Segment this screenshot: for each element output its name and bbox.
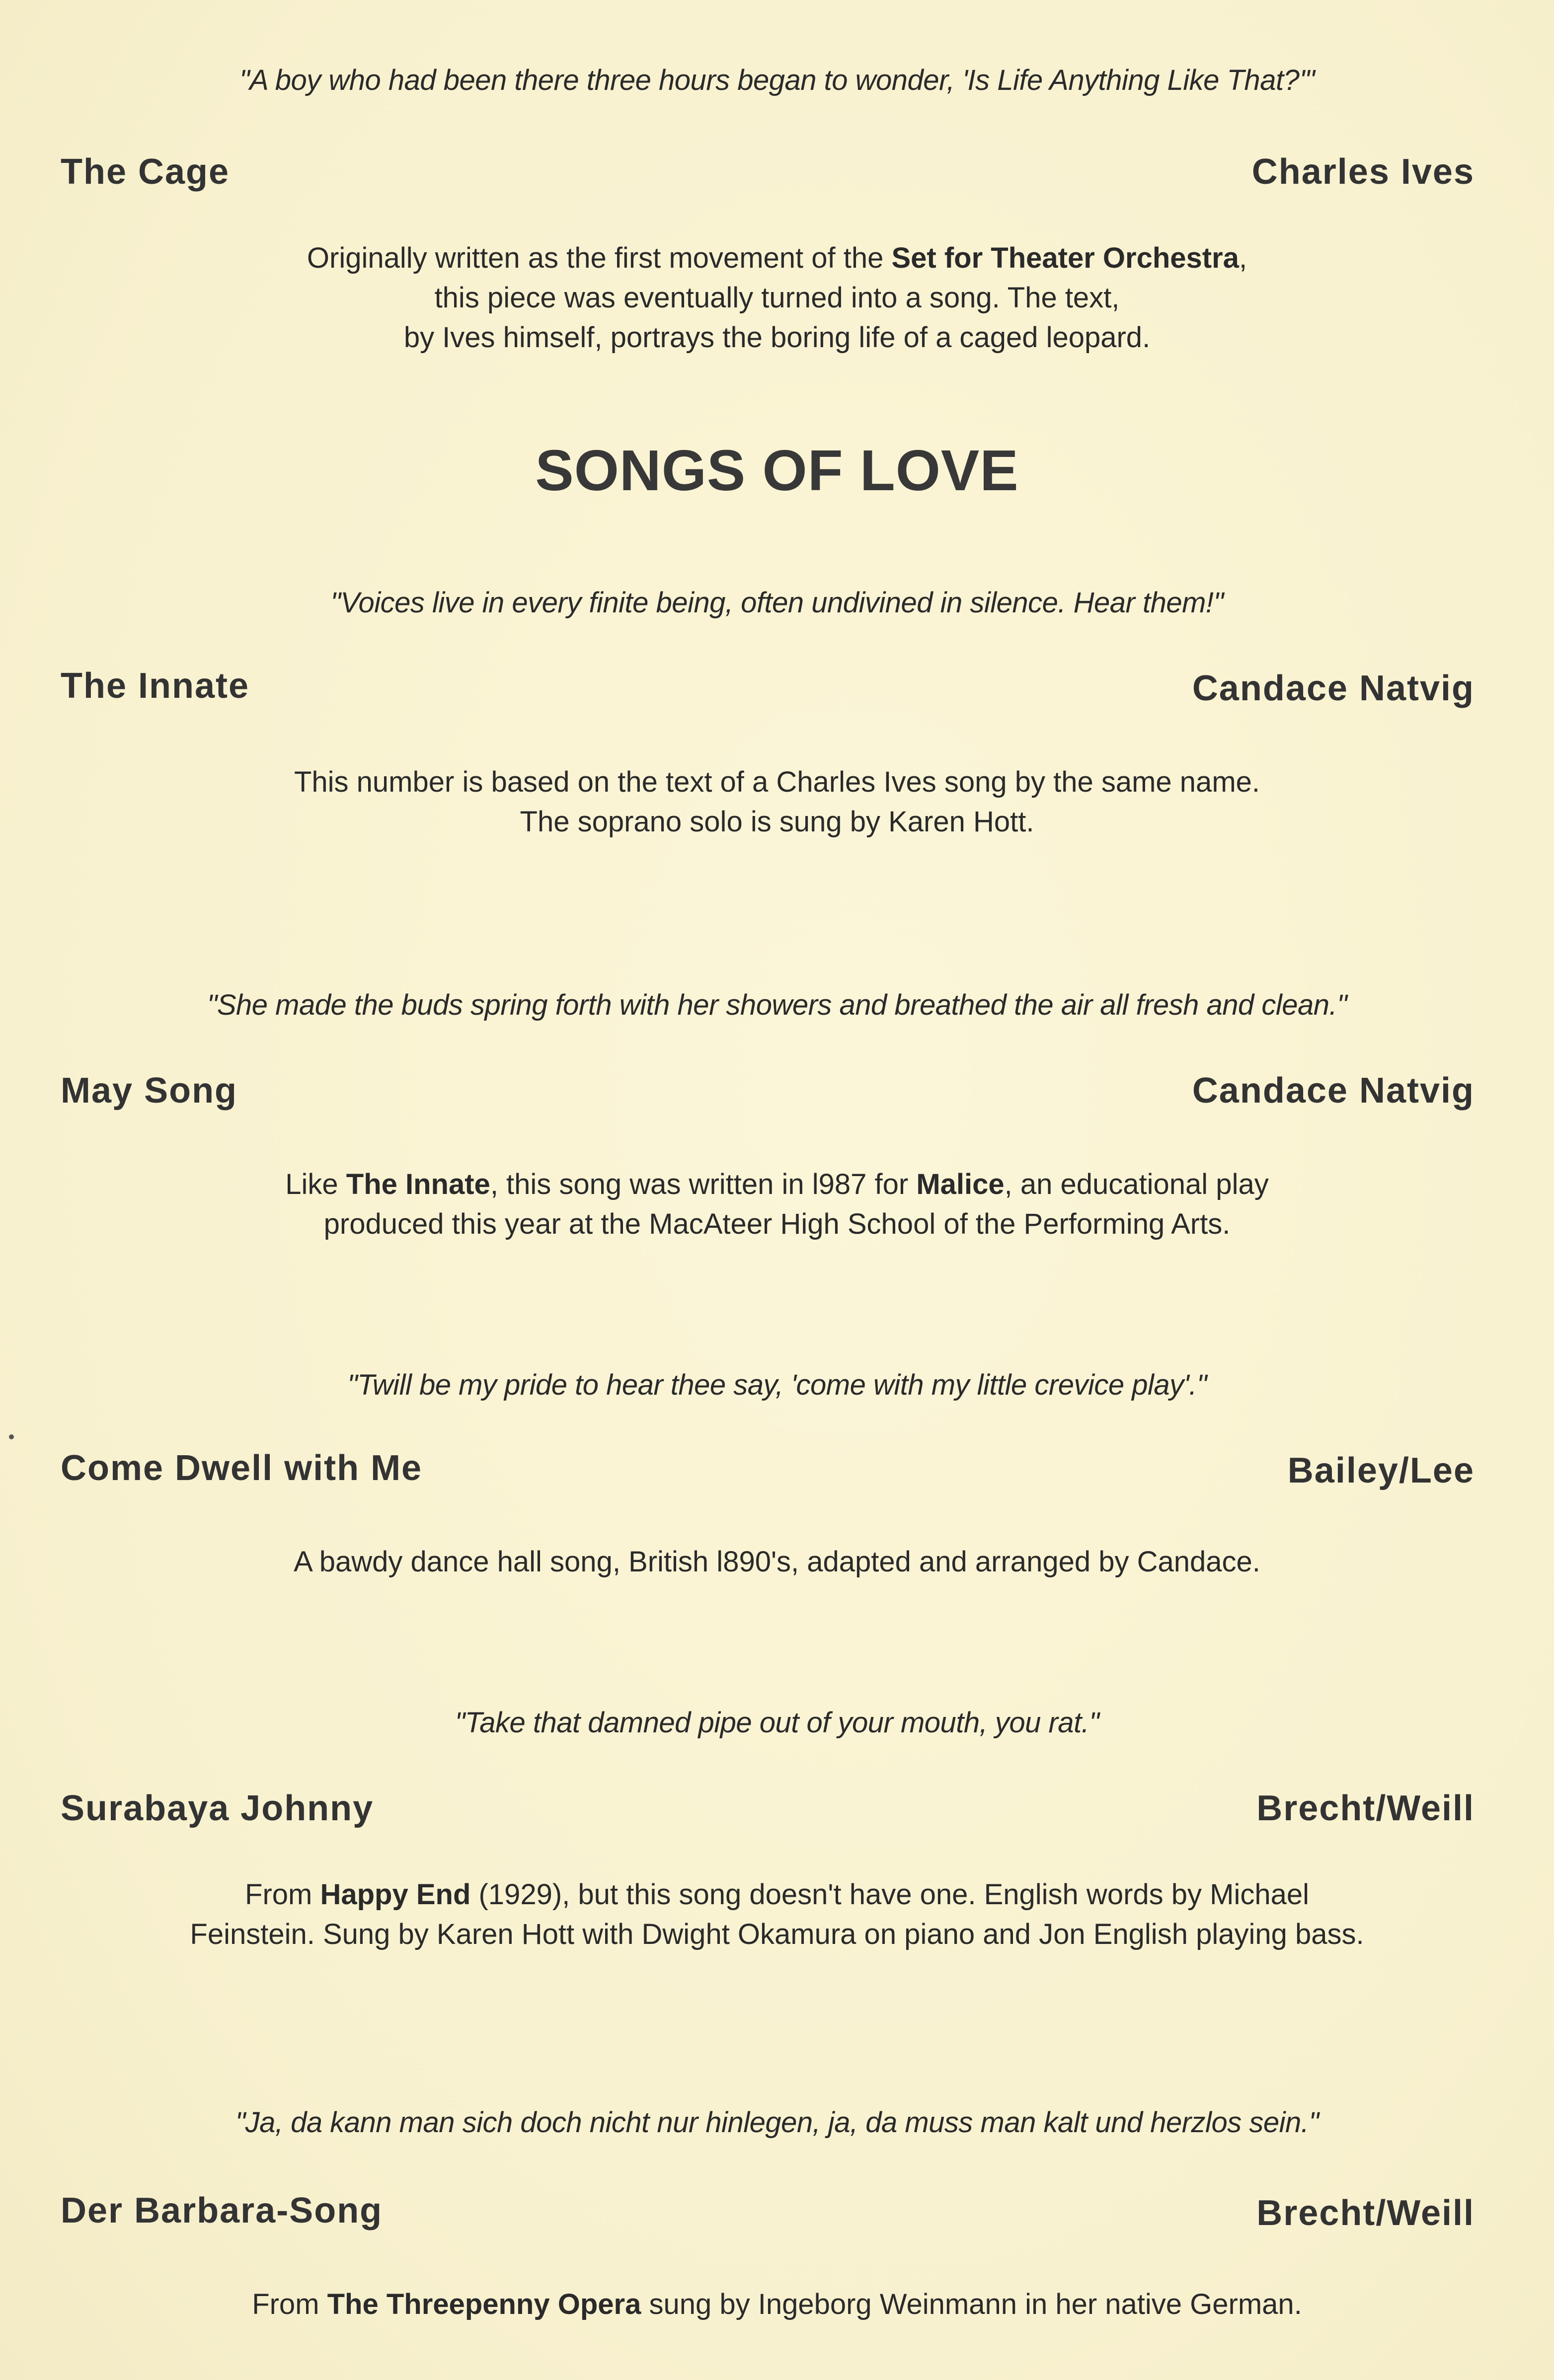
composer-name: Candace Natvig	[1192, 669, 1475, 708]
description-line: This number is based on the text of a Charles Ives song by the same name.	[294, 766, 1260, 798]
description-text: sung by Ingeborg Weinmann in her native German.	[641, 2288, 1302, 2320]
epigraph-quote: "Twill be my pride to hear thee say, 'come with my little crevice play'."	[347, 1369, 1207, 1401]
song-description	[0, 1875, 1554, 1954]
description-line	[0, 2285, 1554, 2324]
song-description	[0, 238, 1554, 358]
song-description	[0, 1542, 1554, 1582]
epigraph-quote: "A boy who had been there three hours began to wonder, 'Is Life Anything Like That?'"	[239, 64, 1315, 96]
composer-name: Candace Natvig	[1192, 1071, 1475, 1111]
description-text: ,	[1239, 242, 1247, 274]
song-description	[0, 2285, 1554, 2324]
song-title: The Cage	[61, 152, 230, 192]
description-line: The soprano solo is sung by Karen Hott.	[520, 806, 1034, 838]
composer-name: Brecht/Weill	[1256, 1788, 1475, 1828]
epigraph-quote: "Voices live in every finite being, often undivined in silence. Hear them!"	[330, 587, 1224, 619]
work-title: The Threepenny Opera	[327, 2288, 641, 2320]
work-title: Happy End	[320, 1878, 471, 1911]
song-description	[0, 762, 1554, 842]
description-line: Feinstein. Sung by Karen Hott with Dwight Okamura on piano and Jon English playing bass.	[190, 1918, 1364, 1950]
description-line: A bawdy dance hall song, British l890's, adapted and arranged by Candace.	[294, 1546, 1260, 1578]
description-line: produced this year at the MacAteer High School of the Performing Arts.	[323, 1208, 1231, 1240]
description-text: Like	[285, 1168, 346, 1200]
description-text: From	[245, 1878, 320, 1911]
song-title: May Song	[61, 1071, 238, 1111]
song-title: The Innate	[61, 666, 250, 706]
description-text: Originally written as the first movement of the	[307, 242, 892, 274]
work-title: Set for Theater Orchestra	[891, 242, 1239, 274]
description-line	[0, 1875, 1554, 1915]
epigraph-quote: "Take that damned pipe out of your mouth, you rat."	[455, 1707, 1099, 1739]
composer-name: Brecht/Weill	[1256, 2193, 1475, 2233]
description-line: by Ives himself, portrays the boring life of a caged leopard.	[403, 321, 1151, 354]
composer-name: Charles Ives	[1251, 152, 1475, 192]
description-line: this piece was eventually turned into a song. The text,	[434, 282, 1120, 314]
description-text: , this song was written in l987 for	[490, 1168, 917, 1200]
description-line	[0, 238, 1554, 278]
composer-name: Bailey/Lee	[1287, 1451, 1475, 1490]
description-text: From	[252, 2288, 327, 2320]
song-title: Der Barbara-Song	[61, 2191, 383, 2231]
song-title: Come Dwell with Me	[61, 1448, 423, 1488]
song-title: Surabaya Johnny	[61, 1788, 374, 1828]
epigraph-quote: "She made the buds spring forth with her showers and breathed the air all fresh and clean."	[207, 989, 1347, 1021]
paper-speck	[9, 1434, 14, 1439]
song-description	[0, 1165, 1554, 1244]
description-text: (1929), but this song doesn't have one. English words by Michael	[470, 1878, 1309, 1911]
epigraph-quote: "Ja, da kann man sich doch nicht nur hinlegen, ja, da muss man kalt und herzlos sein."	[235, 2106, 1319, 2139]
work-title: The Innate	[346, 1168, 490, 1200]
description-text: , an educational play	[1004, 1168, 1269, 1200]
description-line	[0, 1165, 1554, 1204]
work-title: Malice	[916, 1168, 1005, 1200]
section-heading: SONGS OF LOVE	[535, 438, 1019, 503]
